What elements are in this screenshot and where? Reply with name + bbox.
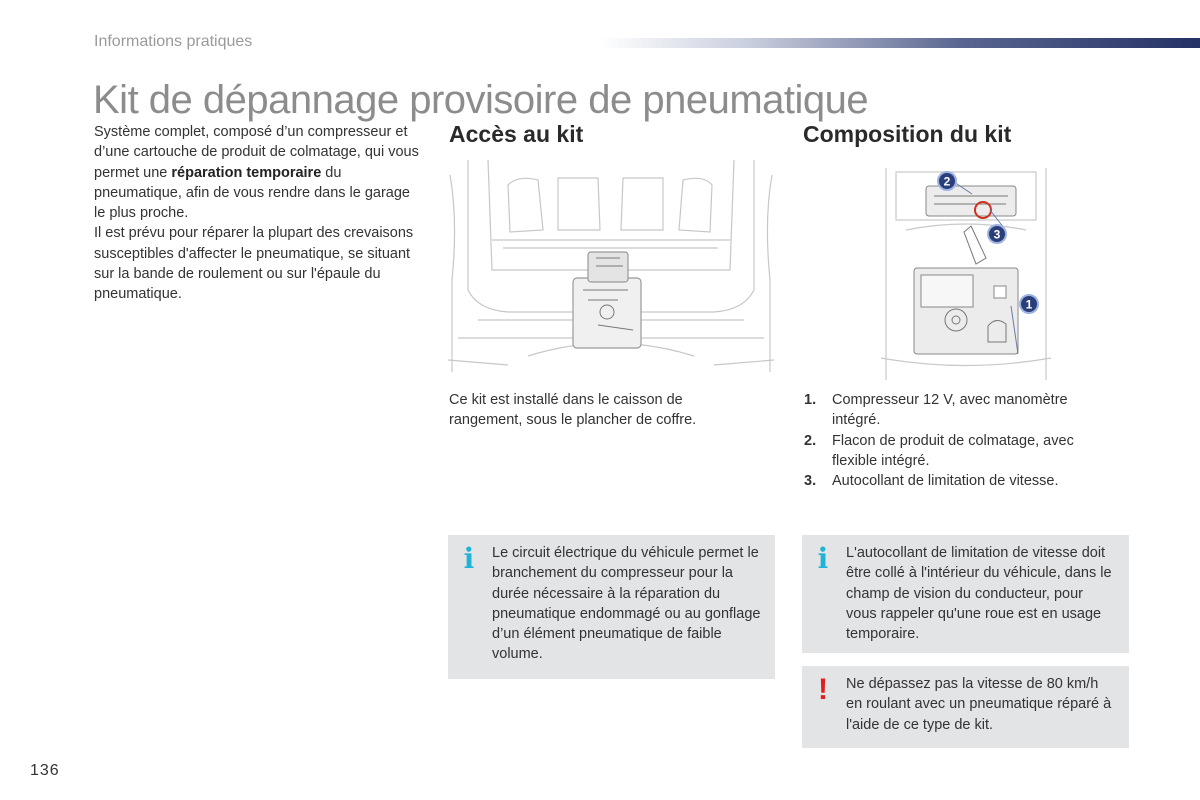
access-caption: Ce kit est installé dans le caisson de rangement, sous le plancher de coffre. [449,392,697,429]
page-title: Kit de dépannage provisoire de pneumatique [93,78,869,122]
intro-paragraph-1: Système complet, composé d’un compresseur et d’une cartouche de produit de colmatage, qui vous permet une réparation temporaire du pneumatique, afin de vous rendre dans le garage le plus proche. [94,124,419,222]
intro-bold-term: réparation temporaire [171,164,322,181]
info-icon: i [463,542,475,575]
page-number: 136 [30,762,60,779]
callout-2 [938,172,956,190]
svg-text:2: 2 [943,174,951,189]
trunk-drawing [448,160,774,372]
svg-text:1: 1 [1025,297,1033,312]
composition-heading: Composition du kit [803,121,1012,147]
kit-drawing [876,168,1056,380]
access-info-text: Le circuit électrique du véhicule permet le branchement du compresseur pour la durée nécessaire à la réparation du pneumatique endommagé ou au gonflage d’un élément pneumatique de faible volume. [492,545,761,663]
access-info-note [448,535,775,679]
kit-illustration [876,168,1056,380]
speed-warning-note [802,666,1129,748]
svg-text:3: 3 [993,227,1001,242]
composition-info-note [802,535,1129,653]
trunk-illustration [448,160,774,372]
info-icon: i [817,542,829,575]
list-item: 3. Autocollant de limitation de vitesse. [804,473,1059,490]
callout-3 [988,225,1006,243]
section-label: Informations pratiques [94,33,253,50]
callout-1 [1020,295,1038,313]
composition-info-text: L'autocollant de limitation de vitesse doit être collé à l'intérieur du véhicule, dans le champ de vision du conducteur, pour vous rappeler qu'une roue est en usage temporaire. [846,545,1112,643]
speed-warning-text: Ne dépassez pas la vitesse de 80 km/h en roulant avec un pneumatique réparé à l'aide de ce type de kit. [846,676,1112,733]
warning-icon: ! [818,673,828,706]
intro-paragraph-2: Il est prévu pour réparer la plupart des crevaisons susceptibles d'affecter le pneumatique, se situant sur la bande de roulement ou sur l'épaule du pneumatique. [94,225,414,303]
list-item: 2. Flacon de produit de colmatage, avec flexible intégré. [804,432,1074,469]
list-item: 1. Compresseur 12 V, avec manomètre intégré. [804,392,1068,429]
header-gradient-bar [600,38,1200,48]
composition-list [804,390,1104,491]
access-heading: Accès au kit [449,121,584,147]
intro-text [94,122,419,305]
